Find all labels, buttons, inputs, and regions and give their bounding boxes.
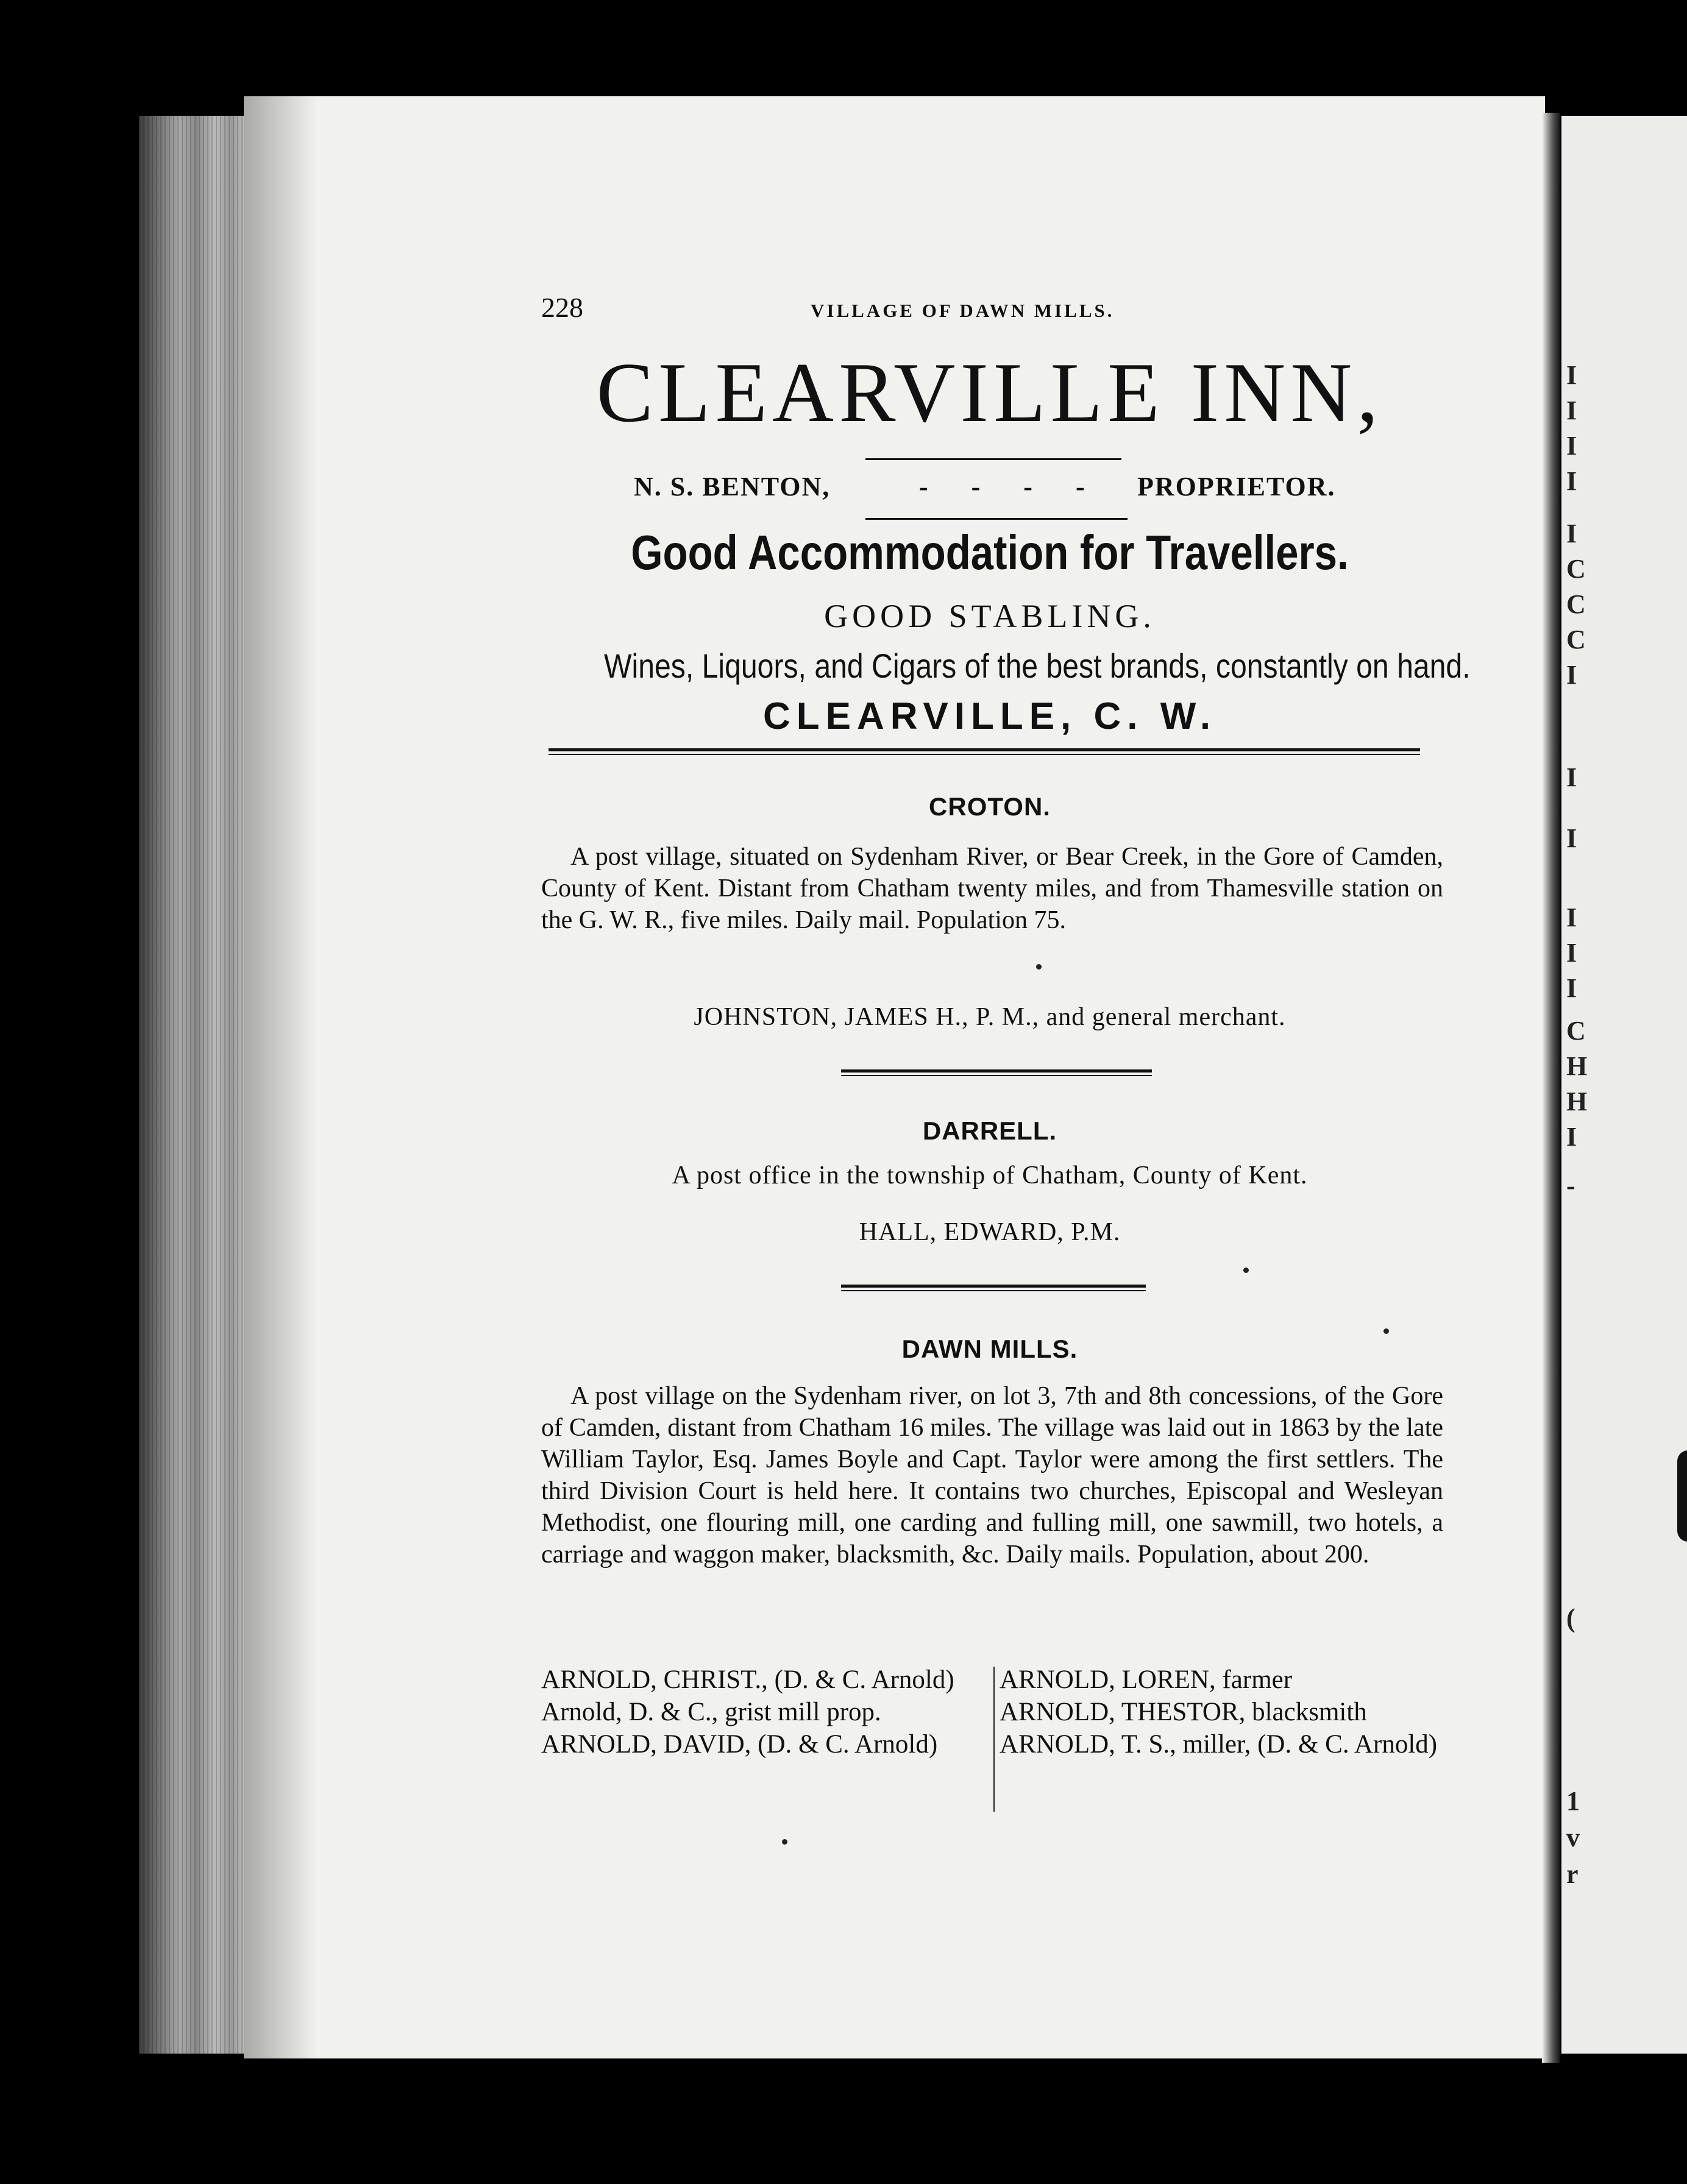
directory-entry: HALL, EDWARD, P.M. xyxy=(859,1218,1121,1246)
section-heading-dawn-mills: DAWN MILLS. xyxy=(901,1335,1078,1363)
advert-rule xyxy=(865,518,1128,520)
fragment-char: I xyxy=(1566,762,1577,792)
fragment-char: H xyxy=(1566,1087,1588,1116)
advert-wines: Wines, Liquors, and Cigars of the best brands, constantly on hand. xyxy=(604,647,1471,685)
section-text-darrell: A post office in the township of Chatham, County of Kent. xyxy=(672,1161,1308,1190)
ink-speck xyxy=(1036,964,1042,970)
directory-column-left xyxy=(541,1664,986,1760)
column-divider xyxy=(993,1667,995,1812)
book-page-edges xyxy=(139,116,255,2054)
fragment-char: 1 xyxy=(1566,1786,1580,1816)
fragment-char: I xyxy=(1566,395,1577,425)
advert-tagline: Good Accommodation for Travellers. xyxy=(631,525,1349,580)
directory-entry: ARNOLD, DAVID, (D. & C. Arnold) xyxy=(541,1730,938,1759)
fragment-char: I xyxy=(1566,660,1577,690)
section-double-rule xyxy=(549,748,1420,755)
page-curve-shadow xyxy=(244,96,317,2058)
page-number: 228 xyxy=(541,292,583,323)
advert-title: CLEARVILLE INN, xyxy=(596,346,1383,440)
fragment-char: H xyxy=(1566,1051,1588,1081)
proprietor-name: N. S. BENTON, xyxy=(634,472,831,502)
fragment-char: I xyxy=(1566,973,1577,1003)
adjacent-page-fragment xyxy=(1561,116,1687,2054)
section-double-rule xyxy=(841,1069,1152,1076)
directory-column-right xyxy=(1000,1664,1444,1760)
fragment-char: I xyxy=(1566,466,1577,496)
fragment-char: I xyxy=(1566,902,1577,932)
fragment-char: I xyxy=(1566,1122,1577,1152)
fragment-char: C xyxy=(1566,589,1586,619)
fragment-char: I xyxy=(1566,360,1577,390)
running-head: VILLAGE OF DAWN MILLS. xyxy=(811,300,1115,321)
proprietor-label: PROPRIETOR. xyxy=(1137,472,1336,502)
directory-entry: ARNOLD, THESTOR, blacksmith xyxy=(1000,1698,1367,1726)
advert-rule xyxy=(865,458,1121,460)
ink-blot xyxy=(1677,1450,1687,1542)
fragment-char: I xyxy=(1566,823,1577,853)
directory-entry: Arnold, D. & C., grist mill prop. xyxy=(541,1698,881,1726)
ink-speck xyxy=(1383,1328,1389,1334)
fragment-char: v xyxy=(1566,1823,1580,1852)
fragment-char: C xyxy=(1566,554,1586,584)
ink-speck xyxy=(1243,1268,1249,1273)
fragment-char: C xyxy=(1566,1016,1586,1046)
fragment-char: C xyxy=(1566,625,1586,654)
proprietor-dashes: - - - - xyxy=(919,472,1103,502)
section-text-dawn-mills: A post village on the Sydenham river, on lot 3, 7th and 8th concessions, of the Gore of Camden, distant from Chatham 16 miles. The village was laid out in 1863 by the late William Taylor, Esq. James Boyle and Capt. Taylor were among the first settlers. The third Division Court is held here. It contains two churches, Episcopal and Wesleyan Methodist, one flouring mill, one carding and fulling mill, one sawmill, two hotels, a carriage and waggon maker, blacksmith, &c. Daily mails. Population, about 200. xyxy=(541,1382,1443,1569)
advert-stabling: GOOD STABLING. xyxy=(824,598,1156,634)
directory-entry: ARNOLD, CHRIST., (D. & C. Arnold) xyxy=(541,1665,954,1694)
fragment-char: r xyxy=(1566,1859,1579,1889)
directory-entry: ARNOLD, T. S., miller, (D. & C. Arnold) xyxy=(1000,1730,1438,1759)
fragment-char: - xyxy=(1566,1171,1575,1200)
section-heading-croton: CROTON. xyxy=(929,792,1051,821)
fragment-char: I xyxy=(1566,519,1577,548)
directory-entry: JOHNSTON, JAMES H., P. M., and general merchant. xyxy=(694,1003,1286,1031)
fragment-char: I xyxy=(1566,938,1577,968)
section-double-rule xyxy=(841,1285,1146,1291)
advert-location: CLEARVILLE, C. W. xyxy=(762,695,1217,737)
fragment-char: ( xyxy=(1566,1603,1575,1633)
directory-entry: ARNOLD, LOREN, farmer xyxy=(1000,1665,1293,1694)
ink-speck xyxy=(782,1839,787,1845)
book-gutter xyxy=(1542,113,1560,2063)
fragment-char: I xyxy=(1566,431,1577,461)
section-heading-darrell: DARRELL. xyxy=(922,1116,1057,1145)
section-text-croton: A post village, situated on Sydenham River, or Bear Creek, in the Gore of Camden, County of Kent. Distant from Chatham twenty miles, and from Thamesville station on the G. W. R., five miles. Daily mail. Population 75. xyxy=(541,843,1443,934)
